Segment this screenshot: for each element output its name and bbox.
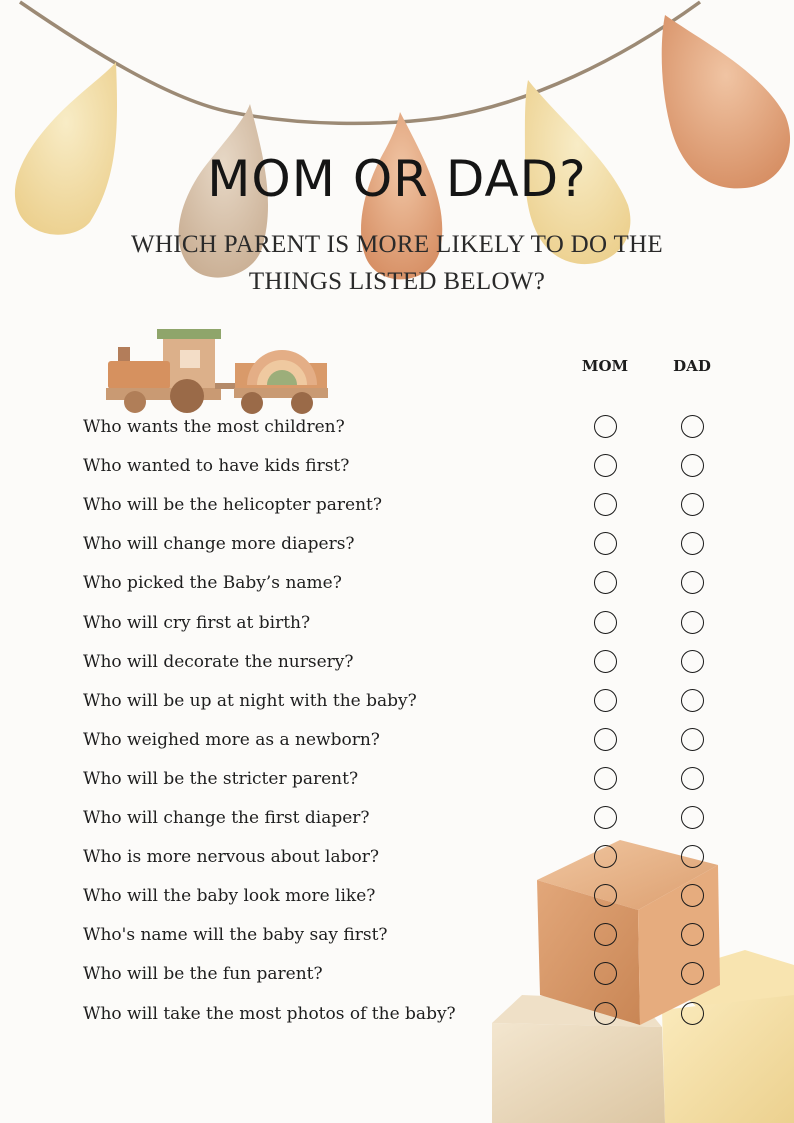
mom-choice-circle[interactable] <box>594 650 617 673</box>
mom-choice-circle[interactable] <box>594 923 617 946</box>
dad-choice-circle[interactable] <box>681 884 704 907</box>
dad-choice-circle[interactable] <box>681 962 704 985</box>
question-row <box>0 412 794 451</box>
question-row <box>0 959 794 998</box>
question-text: Who will take the most photos of the baby? <box>83 1003 456 1024</box>
mom-choice-circle[interactable] <box>594 884 617 907</box>
dad-choice-circle[interactable] <box>681 728 704 751</box>
question-text: Who will be the stricter parent? <box>83 768 359 789</box>
question-text: Who will the baby look more like? <box>83 886 376 907</box>
dad-choice-circle[interactable] <box>681 415 704 438</box>
question-text: Who's name will the baby say first? <box>83 925 388 946</box>
column-header-mom: MOM <box>581 357 629 375</box>
question-row <box>0 881 794 920</box>
dad-choice-circle[interactable] <box>681 689 704 712</box>
toy-train-illustration <box>106 329 328 414</box>
question-row <box>0 686 794 725</box>
question-row <box>0 608 794 647</box>
question-row <box>0 451 794 490</box>
dad-choice-circle[interactable] <box>681 493 704 516</box>
dad-choice-circle[interactable] <box>681 767 704 790</box>
question-row <box>0 568 794 607</box>
page-subtitle: WHICH PARENT IS MORE LIKELY TO DO THE THINGS LISTED BELOW? <box>131 231 663 295</box>
mom-choice-circle[interactable] <box>594 415 617 438</box>
page-title: MOM OR DAD? <box>207 150 587 208</box>
question-row <box>0 764 794 803</box>
dad-choice-circle[interactable] <box>681 806 704 829</box>
dad-choice-circle[interactable] <box>681 845 704 868</box>
question-text: Who will be up at night with the baby? <box>83 690 417 711</box>
mom-choice-circle[interactable] <box>594 806 617 829</box>
bunting-drop-yellow-left <box>15 62 117 235</box>
question-row <box>0 490 794 529</box>
question-text: Who is more nervous about labor? <box>83 847 379 868</box>
question-text: Who wants the most children? <box>83 417 345 437</box>
bunting-string <box>20 2 700 123</box>
mom-choice-circle[interactable] <box>594 689 617 712</box>
question-text: Who will be the fun parent? <box>83 964 323 985</box>
mom-choice-circle[interactable] <box>594 454 617 477</box>
question-row <box>0 920 794 959</box>
question-text: Who picked the Baby’s name? <box>83 573 342 594</box>
question-row <box>0 803 794 842</box>
mom-choice-circle[interactable] <box>594 962 617 985</box>
question-text: Who will decorate the nursery? <box>83 651 354 672</box>
question-text: Who weighed more as a newborn? <box>83 729 380 750</box>
column-header-dad: DAD <box>673 357 711 375</box>
question-text: Who will be the helicopter parent? <box>83 495 382 516</box>
dad-choice-circle[interactable] <box>681 532 704 555</box>
dad-choice-circle[interactable] <box>681 1002 704 1025</box>
question-text: Who wanted to have kids first? <box>83 456 350 477</box>
question-row <box>0 529 794 568</box>
dad-choice-circle[interactable] <box>681 923 704 946</box>
mom-choice-circle[interactable] <box>594 571 617 594</box>
mom-choice-circle[interactable] <box>594 845 617 868</box>
mom-choice-circle[interactable] <box>594 493 617 516</box>
question-text: Who will change the first diaper? <box>83 808 370 828</box>
mom-choice-circle[interactable] <box>594 1002 617 1025</box>
mom-choice-circle[interactable] <box>594 611 617 634</box>
mom-choice-circle[interactable] <box>594 532 617 555</box>
dad-choice-circle[interactable] <box>681 611 704 634</box>
mom-choice-circle[interactable] <box>594 767 617 790</box>
dad-choice-circle[interactable] <box>681 454 704 477</box>
question-row <box>0 842 794 881</box>
question-text: Who will cry first at birth? <box>83 612 311 633</box>
question-row <box>0 725 794 764</box>
question-row <box>0 647 794 686</box>
question-text: Who will change more diapers? <box>83 534 355 555</box>
dad-choice-circle[interactable] <box>681 571 704 594</box>
question-row <box>0 999 794 1038</box>
mom-choice-circle[interactable] <box>594 728 617 751</box>
dad-choice-circle[interactable] <box>681 650 704 673</box>
